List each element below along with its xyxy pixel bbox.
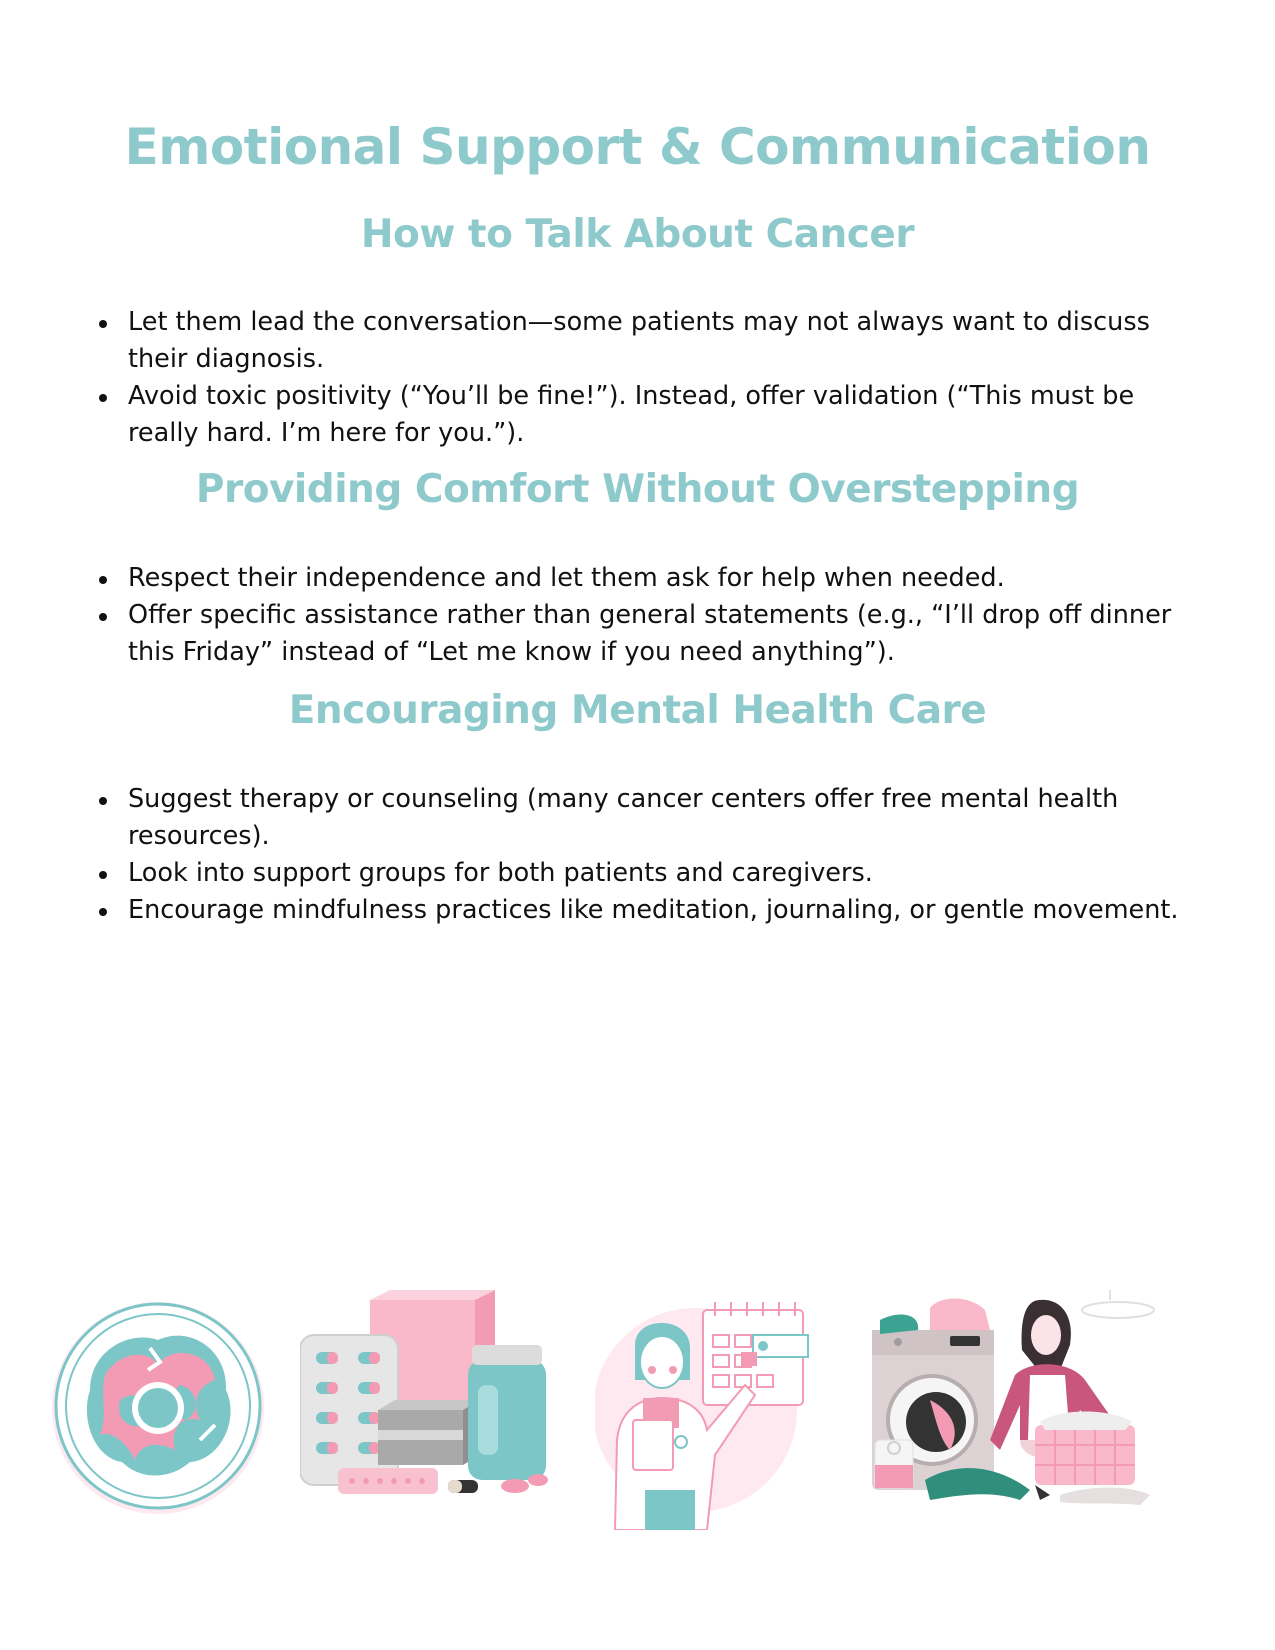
bullet-list-providing-comfort bbox=[95, 560, 1190, 671]
list-item: Offer specific assistance rather than general statements (e.g., “I’ll drop off dinner this Friday” instead of “Let me know if you need anything”). bbox=[95, 597, 1190, 671]
bullet-list-mental-health-care bbox=[95, 781, 1190, 929]
healthy-food-plate-icon bbox=[50, 1290, 265, 1530]
laundry-helper-icon bbox=[870, 1290, 1160, 1530]
bullet-list-talk-about-cancer bbox=[95, 304, 1190, 452]
list-item: Let them lead the conversation—some patients may not always want to discuss their diagnosis. bbox=[95, 304, 1190, 378]
list-item: Suggest therapy or counseling (many cancer centers offer free mental health resources). bbox=[95, 781, 1190, 855]
medicine-pills-icon bbox=[300, 1290, 560, 1530]
list-item: Respect their independence and let them ask for help when needed. bbox=[95, 560, 1190, 597]
doctor-calendar-icon bbox=[595, 1290, 820, 1530]
section-heading-talk-about-cancer: How to Talk About Cancer bbox=[360, 212, 915, 257]
list-item: Avoid toxic positivity (“You’ll be fine!”). Instead, offer validation (“This must be really hard. I’m here for you.”). bbox=[95, 378, 1190, 452]
list-item: Encourage mindfulness practices like meditation, journaling, or gentle movement. bbox=[95, 892, 1190, 929]
section-heading-providing-comfort: Providing Comfort Without Overstepping bbox=[195, 467, 1080, 512]
page-title: Emotional Support & Communication bbox=[124, 118, 1151, 176]
section-heading-mental-health-care: Encouraging Mental Health Care bbox=[288, 688, 987, 733]
list-item: Look into support groups for both patients and caregivers. bbox=[95, 855, 1190, 892]
